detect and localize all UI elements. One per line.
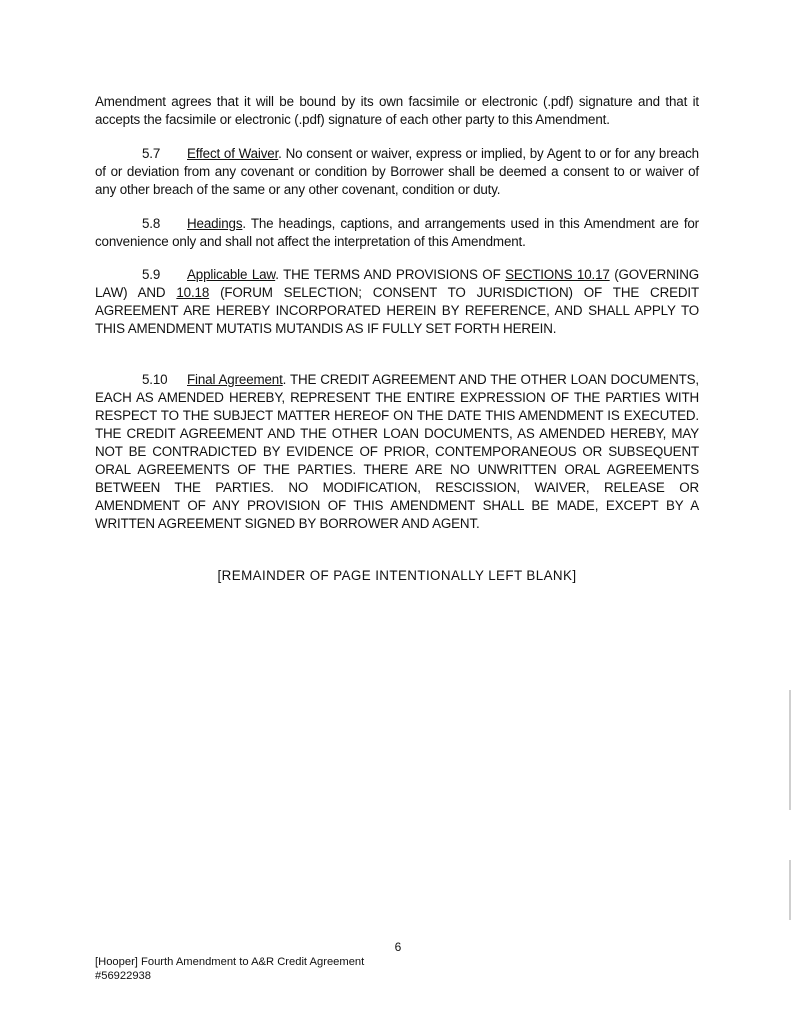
heading-punct: .: [242, 216, 251, 231]
section-body: No consent or waiver, express or implied, by Agent to or for any breach of or deviation from any covenant or condition by Borrower shall be deemed a consent to or waiver of any other breach of the same or any other covenant, condition or duty.: [95, 146, 699, 197]
footer-title: [Hooper] Fourth Amendment to A&R Credit Agreement: [95, 956, 365, 968]
section-reference-10-18: 10.18: [176, 285, 210, 300]
section-body-part2: (GOVERNING LAW) AND: [95, 267, 699, 300]
section-body: The headings, captions, and arrangements used in this Amendment are for convenience only and shall not affect the interpretation of this Amendment.: [95, 216, 699, 249]
section-body-part3: (FORUM SELECTION; CONSENT TO JURISDICTION) OF THE CREDIT AGREEMENT ARE HEREBY INCORPORATED HEREIN BY REFERENCE, AND SHALL APPLY TO THIS AMENDMENT MUTATIS MUTANDIS AS IF FULLY SET FORTH HEREIN.: [95, 285, 700, 336]
section-5-9: [95, 266, 699, 338]
section-heading: Headings: [187, 216, 243, 231]
paragraph-continuation: [95, 93, 699, 129]
section-number: 5.7: [142, 146, 161, 161]
page-number: 6: [394, 940, 402, 954]
section-reference-10-17: SECTIONS 10.17: [505, 267, 610, 282]
section-heading: Final Agreement: [187, 372, 283, 387]
footer: [95, 956, 364, 983]
section-body-part1: THE TERMS AND PROVISIONS OF: [283, 267, 506, 282]
section-heading: Effect of Waiver: [187, 146, 279, 161]
heading-punct: .: [278, 146, 286, 161]
section-5-8: [95, 215, 699, 251]
section-number: 5.10: [142, 372, 168, 387]
remainder-note: [REMAINDER OF PAGE INTENTIONALLY LEFT BLANK]: [217, 568, 577, 583]
section-number: 5.8: [142, 216, 161, 231]
paragraph-text: Amendment agrees that it will be bound by its own facsimile or electronic (.pdf) signature and that it accepts the facsimile or electronic (.pdf) signature of each other party to this Amendment.: [95, 94, 699, 127]
section-5-7: [95, 145, 699, 199]
section-heading: Applicable Law: [187, 267, 276, 282]
footer-doc-id: #56922938: [95, 969, 151, 982]
section-body: THE CREDIT AGREEMENT AND THE OTHER LOAN DOCUMENTS, EACH AS AMENDED HEREBY, REPRESENT THE ENTIRE EXPRESSION OF THE PARTIES WITH RESPECT TO THE SUBJECT MATTER HEREOF ON THE DATE THIS AMENDMENT IS EXECUTED. THE CREDIT AGREEMENT AND THE OTHER LOAN DOCUMENTS, AS AMENDED HEREBY, MAY NOT BE CONTRADICTED BY EVIDENCE OF PRIOR, CONTEMPORANEOUS OR SUBSEQUENT ORAL AGREEMENTS OF THE PARTIES. THERE ARE NO UNWRITTEN ORAL AGREEMENTS BETWEEN THE PARTIES. NO MODIFICATION, RESCISSION, WAIVER, RELEASE OR AMENDMENT OF ANY PROVISION OF THIS AMENDMENT SHALL BE MADE, EXCEPT BY A WRITTEN AGREEMENT SIGNED BY BORROWER AND AGENT.: [95, 372, 699, 531]
heading-punct: .: [275, 267, 284, 282]
section-5-10: [95, 371, 699, 533]
heading-punct: .: [282, 372, 290, 387]
section-number: 5.9: [142, 267, 161, 282]
